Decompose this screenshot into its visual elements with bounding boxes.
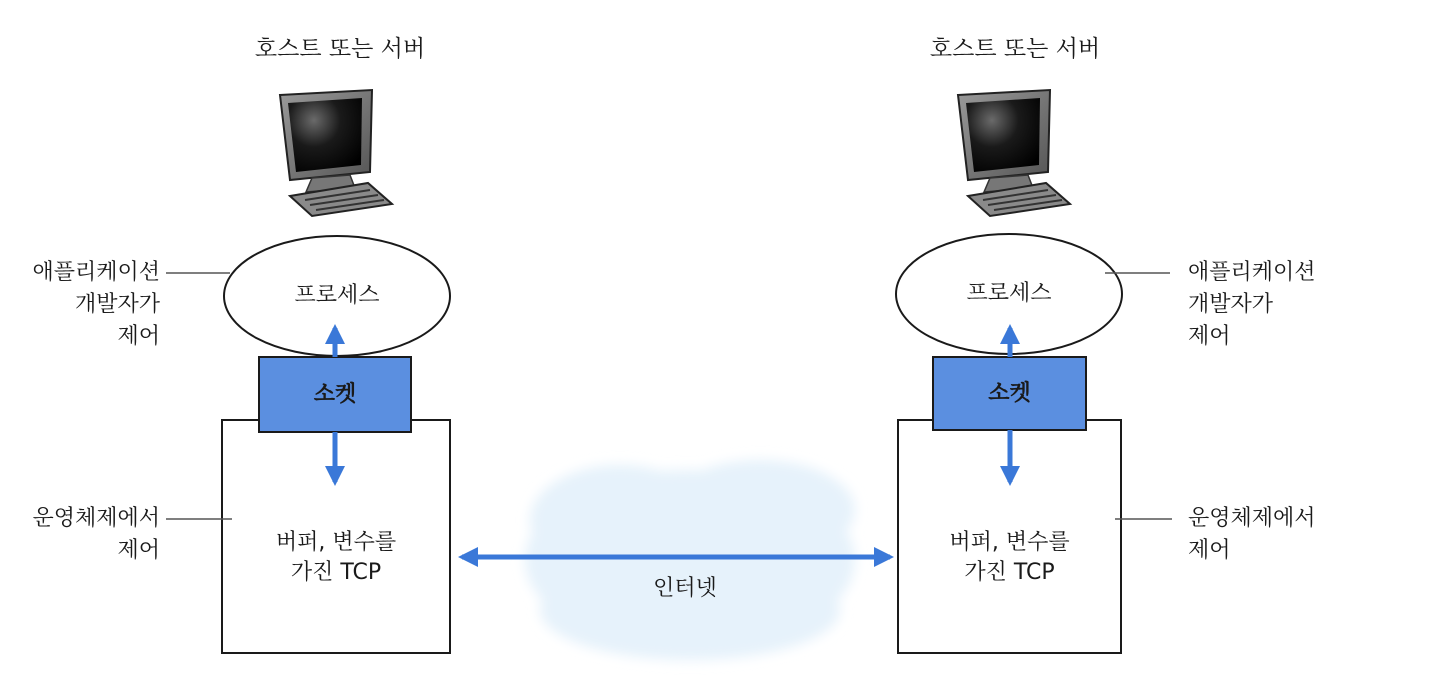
dev-control-label: 제어 (117, 324, 160, 349)
os-control-label: 제어 (1188, 538, 1231, 563)
dev-control-label: 개발자가 (1188, 292, 1274, 317)
tcp-label-line2: 가진 TCP (964, 560, 1055, 585)
internet-cloud (525, 460, 855, 660)
dev-control-label: 애플리케이션 (32, 260, 160, 285)
host-title: 호스트 또는 서버 (254, 36, 426, 62)
tcp-label-line1: 버퍼, 변수를 (949, 530, 1070, 555)
process-label: 프로세스 (294, 283, 380, 308)
dev-control-label: 애플리케이션 (1188, 260, 1316, 285)
os-control-label: 운영체제에서 (32, 506, 160, 531)
dev-control-label: 제어 (1188, 324, 1231, 349)
internet-label: 인터넷 (653, 576, 717, 601)
computer-icon (958, 90, 1070, 216)
host-title: 호스트 또는 서버 (929, 36, 1101, 62)
tcp-label-line2: 가진 TCP (290, 560, 382, 585)
dev-control-label: 개발자가 (74, 292, 160, 317)
socket-label: 소켓 (988, 381, 1031, 406)
os-control-label: 제어 (117, 538, 160, 563)
computer-icon (280, 90, 392, 216)
process-label: 프로세스 (966, 281, 1052, 306)
os-control-label: 운영체제에서 (1188, 506, 1316, 531)
socket-label: 소켓 (313, 382, 357, 407)
tcp-label-line1: 버퍼, 변수를 (275, 530, 397, 555)
